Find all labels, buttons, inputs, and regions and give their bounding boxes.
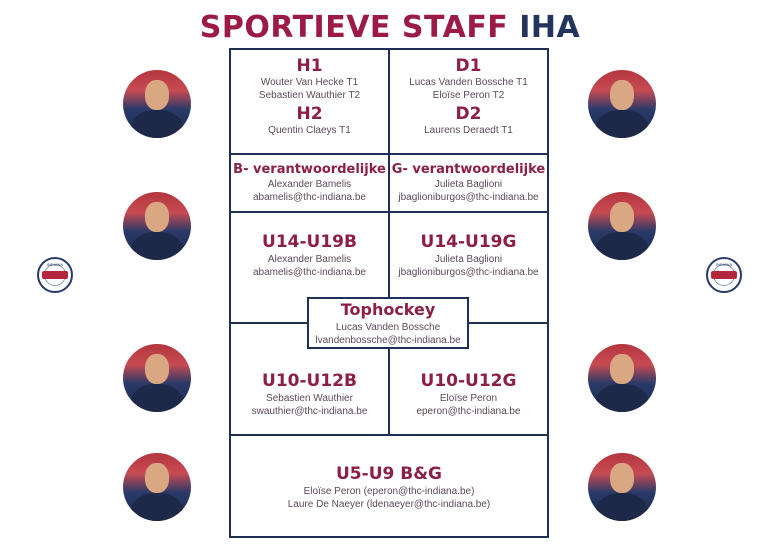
grid-divider-1 bbox=[229, 153, 549, 155]
title-part-1: SPORTIEVE STAFF bbox=[199, 10, 509, 45]
grid-divider-2 bbox=[229, 211, 549, 213]
cell-h1-line-1: Wouter Van Hecke T1 bbox=[260, 77, 359, 88]
cell-tophockey-heading: Tophockey bbox=[340, 300, 436, 319]
club-logo-left bbox=[37, 257, 73, 293]
cell-u10-u12g bbox=[390, 371, 547, 418]
staff-photo-right-1 bbox=[588, 70, 656, 138]
cell-d2 bbox=[390, 104, 547, 137]
cell-d1-line-1: Lucas Vanden Bossche T1 bbox=[409, 77, 528, 88]
cell-u10-u12g-name: Eloïse Peron bbox=[439, 393, 498, 404]
cell-h2-line-1: Quentin Claeys T1 bbox=[268, 125, 351, 136]
cell-h2-heading: H2 bbox=[296, 104, 323, 124]
grid-divider-4 bbox=[229, 434, 549, 436]
cell-u14-u19g bbox=[390, 232, 547, 279]
cell-d1 bbox=[390, 56, 547, 102]
cell-u14-u19b-email: abamelis@thc-indiana.be bbox=[253, 267, 366, 278]
cell-h1-line-2: Sebastien Wauthier T2 bbox=[258, 90, 361, 101]
cell-d2-line-1: Laurens Deraedt T1 bbox=[424, 125, 513, 136]
cell-u5-u9-line-2: Laure De Naeyer (ldenaeyer@thc-indiana.be) bbox=[287, 499, 491, 510]
cell-b-responsible-name: Alexander Bamelis bbox=[267, 179, 352, 190]
cell-u5-u9 bbox=[231, 463, 547, 511]
cell-u5-u9-line-1: Eloïse Peron (eperon@thc-indiana.be) bbox=[303, 486, 475, 497]
cell-d1-heading: D1 bbox=[455, 56, 482, 76]
cell-u14-u19b bbox=[231, 232, 388, 279]
cell-tophockey bbox=[307, 297, 469, 349]
cell-u10-u12b-heading: U10-U12B bbox=[262, 371, 357, 391]
cell-u10-u12b-email: swauthier@thc-indiana.be bbox=[251, 406, 368, 417]
cell-d2-heading: D2 bbox=[455, 104, 482, 124]
club-logo-right-text: INDIANA bbox=[715, 262, 733, 267]
cell-u10-u12g-email: eperon@thc-indiana.be bbox=[416, 406, 521, 417]
cell-u10-u12g-heading: U10-U12G bbox=[420, 371, 517, 391]
staff-photo-left-2 bbox=[123, 192, 191, 260]
cell-g-responsible-email: jbaglioniburgos@thc-indiana.be bbox=[398, 192, 539, 203]
cell-tophockey-email: lvandenbossche@thc-indiana.be bbox=[315, 335, 461, 346]
cell-u14-u19g-name: Julieta Baglioni bbox=[434, 254, 503, 265]
cell-b-responsible-heading: B- verantwoordelijke bbox=[233, 162, 386, 177]
cell-b-responsible-email: abamelis@thc-indiana.be bbox=[253, 192, 366, 203]
staff-photo-right-3 bbox=[588, 344, 656, 412]
cell-h1 bbox=[231, 56, 388, 102]
cell-h1-heading: H1 bbox=[296, 56, 323, 76]
cell-g-responsible bbox=[390, 162, 547, 204]
cell-g-responsible-name: Julieta Baglioni bbox=[434, 179, 503, 190]
staff-photo-right-2 bbox=[588, 192, 656, 260]
cell-g-responsible-heading: G- verantwoordelijke bbox=[391, 162, 546, 177]
staff-photo-right-4 bbox=[588, 453, 656, 521]
cell-u14-u19g-email: jbaglioniburgos@thc-indiana.be bbox=[398, 267, 539, 278]
cell-tophockey-name: Lucas Vanden Bossche bbox=[335, 322, 441, 333]
title-part-2: IHA bbox=[519, 10, 581, 45]
cell-h2 bbox=[231, 104, 388, 137]
cell-u5-u9-heading: U5-U9 B&G bbox=[336, 464, 442, 484]
cell-u10-u12b-name: Sebastien Wauthier bbox=[266, 393, 353, 404]
cell-u10-u12b bbox=[231, 371, 388, 418]
page-title bbox=[0, 10, 780, 45]
club-logo-right bbox=[706, 257, 742, 293]
cell-d1-line-2: Eloïse Peron T2 bbox=[432, 90, 505, 101]
cell-u14-u19g-heading: U14-U19G bbox=[420, 232, 517, 252]
cell-b-responsible bbox=[231, 162, 388, 204]
staff-photo-left-1 bbox=[123, 70, 191, 138]
staff-photo-left-4 bbox=[123, 453, 191, 521]
cell-u14-u19b-name: Alexander Bamelis bbox=[267, 254, 352, 265]
staff-photo-left-3 bbox=[123, 344, 191, 412]
cell-u14-u19b-heading: U14-U19B bbox=[262, 232, 357, 252]
club-logo-left-text: INDIANA bbox=[46, 262, 64, 267]
